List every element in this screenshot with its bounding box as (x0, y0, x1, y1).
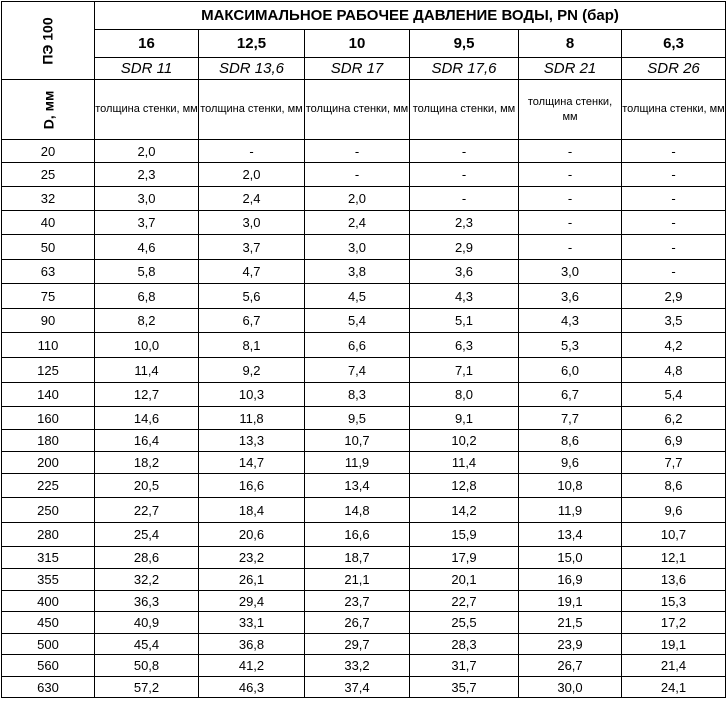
thickness-cell: 2,3 (95, 163, 199, 187)
thickness-cell: - (410, 187, 519, 211)
thickness-cell: 16,6 (199, 474, 305, 498)
thickness-cell: 6,6 (305, 333, 410, 358)
thickness-cell: 4,3 (410, 284, 519, 309)
diameter-cell: 110 (2, 333, 95, 358)
thickness-cell: 33,2 (305, 655, 410, 677)
thickness-cell: 7,1 (410, 358, 519, 383)
thickness-cell: 2,0 (305, 187, 410, 211)
diameter-cell: 125 (2, 358, 95, 383)
thickness-cell: - (410, 140, 519, 163)
thickness-cell: 6,9 (622, 430, 726, 452)
thickness-cell: 29,4 (199, 591, 305, 612)
thickness-cell: 10,7 (305, 430, 410, 452)
thickness-cell: 8,1 (199, 333, 305, 358)
sdr-row (2, 58, 726, 80)
thickness-cell: 10,0 (95, 333, 199, 358)
thickness-cell: 30,0 (519, 677, 622, 698)
thickness-cell: 3,5 (622, 309, 726, 333)
pn-value: 10 (305, 30, 410, 58)
table-row (2, 452, 726, 474)
thickness-cell: 26,1 (199, 569, 305, 591)
thickness-cell: 3,6 (410, 260, 519, 284)
thickness-cell: 5,6 (199, 284, 305, 309)
thickness-cell: - (622, 235, 726, 260)
thickness-cell: 21,4 (622, 655, 726, 677)
thickness-cell: 2,3 (410, 211, 519, 235)
thickness-cell: 18,2 (95, 452, 199, 474)
wall-thickness-label: толщина стенки, мм (519, 80, 622, 140)
wall-thickness-label: толщина стенки, мм (199, 80, 305, 140)
thickness-cell: 11,9 (519, 498, 622, 523)
thickness-cell: 9,2 (199, 358, 305, 383)
diameter-cell: 140 (2, 383, 95, 407)
thickness-cell: 19,1 (519, 591, 622, 612)
table-row (2, 407, 726, 430)
thickness-cell: 40,9 (95, 612, 199, 634)
thickness-cell: 32,2 (95, 569, 199, 591)
pn-value: 6,3 (622, 30, 726, 58)
thickness-cell: 13,3 (199, 430, 305, 452)
diameter-cell: 90 (2, 309, 95, 333)
thickness-cell: 14,6 (95, 407, 199, 430)
thickness-cell: 6,8 (95, 284, 199, 309)
diameter-cell: 630 (2, 677, 95, 698)
table-row (2, 383, 726, 407)
thickness-cell: 2,9 (622, 284, 726, 309)
thickness-cell: - (519, 235, 622, 260)
thickness-cell: 18,4 (199, 498, 305, 523)
table-row (2, 211, 726, 235)
thickness-cell: 7,7 (519, 407, 622, 430)
diameter-cell: 160 (2, 407, 95, 430)
table-row (2, 474, 726, 498)
sdr-value: SDR 17,6 (410, 58, 519, 80)
thickness-cell: 16,9 (519, 569, 622, 591)
thickness-cell: 21,5 (519, 612, 622, 634)
thickness-cell: 4,3 (519, 309, 622, 333)
thickness-cell: 11,4 (95, 358, 199, 383)
table-row (2, 333, 726, 358)
diameter-cell: 450 (2, 612, 95, 634)
thickness-cell: 15,9 (410, 523, 519, 547)
diameter-cell: 500 (2, 634, 95, 655)
thickness-cell: 7,4 (305, 358, 410, 383)
diameter-cell: 40 (2, 211, 95, 235)
thickness-cell: 41,2 (199, 655, 305, 677)
thickness-cell: 14,2 (410, 498, 519, 523)
thickness-cell: 5,1 (410, 309, 519, 333)
table-row (2, 309, 726, 333)
diameter-cell: 32 (2, 187, 95, 211)
thickness-cell: 2,9 (410, 235, 519, 260)
table-row (2, 284, 726, 309)
wall-row (2, 80, 726, 140)
thickness-cell: 13,4 (305, 474, 410, 498)
thickness-cell: 20,1 (410, 569, 519, 591)
thickness-cell: 15,3 (622, 591, 726, 612)
table-row (2, 569, 726, 591)
thickness-cell: 4,6 (95, 235, 199, 260)
thickness-cell: 35,7 (410, 677, 519, 698)
thickness-cell: 22,7 (410, 591, 519, 612)
thickness-cell: 10,3 (199, 383, 305, 407)
thickness-cell: 28,6 (95, 547, 199, 569)
thickness-cell: 36,3 (95, 591, 199, 612)
table-row (2, 140, 726, 163)
thickness-cell: 23,7 (305, 591, 410, 612)
thickness-cell: - (519, 163, 622, 187)
thickness-cell: 10,2 (410, 430, 519, 452)
thickness-cell: 6,2 (622, 407, 726, 430)
thickness-cell: 3,0 (519, 260, 622, 284)
thickness-cell: 4,2 (622, 333, 726, 358)
wall-thickness-label: толщина стенки, мм (305, 80, 410, 140)
thickness-cell: - (622, 140, 726, 163)
sdr-value: SDR 11 (95, 58, 199, 80)
thickness-cell: 9,1 (410, 407, 519, 430)
thickness-cell: 21,1 (305, 569, 410, 591)
thickness-cell: 12,8 (410, 474, 519, 498)
thickness-cell: 9,6 (622, 498, 726, 523)
thickness-cell: 23,2 (199, 547, 305, 569)
thickness-cell: 26,7 (519, 655, 622, 677)
thickness-cell: 8,6 (519, 430, 622, 452)
diameter-cell: 25 (2, 163, 95, 187)
pn-row (2, 30, 726, 58)
table-row (2, 260, 726, 284)
thickness-cell: - (305, 163, 410, 187)
thickness-cell: 14,8 (305, 498, 410, 523)
thickness-cell: 12,7 (95, 383, 199, 407)
wall-thickness-label: толщина стенки, мм (622, 80, 726, 140)
thickness-cell: 4,5 (305, 284, 410, 309)
wall-thickness-label: толщина стенки, мм (410, 80, 519, 140)
diameter-cell: 20 (2, 140, 95, 163)
thickness-cell: 5,8 (95, 260, 199, 284)
table-row (2, 547, 726, 569)
thickness-cell: 4,7 (199, 260, 305, 284)
thickness-cell: 36,8 (199, 634, 305, 655)
thickness-cell: 16,6 (305, 523, 410, 547)
diameter-cell: 225 (2, 474, 95, 498)
thickness-cell: 8,3 (305, 383, 410, 407)
thickness-cell: 5,3 (519, 333, 622, 358)
thickness-cell: 2,0 (95, 140, 199, 163)
thickness-cell: - (519, 211, 622, 235)
thickness-cell: 17,2 (622, 612, 726, 634)
pn-value: 9,5 (410, 30, 519, 58)
diameter-cell: 180 (2, 430, 95, 452)
thickness-cell: 33,1 (199, 612, 305, 634)
thickness-cell: 3,0 (305, 235, 410, 260)
table-row (2, 358, 726, 383)
d-label-cell (2, 80, 95, 140)
thickness-cell: - (199, 140, 305, 163)
thickness-cell: 45,4 (95, 634, 199, 655)
sdr-value: SDR 26 (622, 58, 726, 80)
thickness-cell: 6,0 (519, 358, 622, 383)
thickness-cell: 6,7 (519, 383, 622, 407)
diameter-cell: 250 (2, 498, 95, 523)
thickness-cell: 6,3 (410, 333, 519, 358)
thickness-cell: 18,7 (305, 547, 410, 569)
thickness-cell: 46,3 (199, 677, 305, 698)
pn-value: 8 (519, 30, 622, 58)
thickness-cell: - (519, 187, 622, 211)
diameter-cell: 50 (2, 235, 95, 260)
thickness-cell: 10,8 (519, 474, 622, 498)
thickness-cell: 23,9 (519, 634, 622, 655)
pn-value: 16 (95, 30, 199, 58)
thickness-cell: 4,8 (622, 358, 726, 383)
thickness-cell: 20,5 (95, 474, 199, 498)
table-row (2, 187, 726, 211)
thickness-cell: - (622, 260, 726, 284)
table-row (2, 677, 726, 698)
thickness-cell: 57,2 (95, 677, 199, 698)
table-row (2, 523, 726, 547)
thickness-cell: 29,7 (305, 634, 410, 655)
thickness-cell: 6,7 (199, 309, 305, 333)
thickness-cell: 13,6 (622, 569, 726, 591)
diameter-cell: 560 (2, 655, 95, 677)
sdr-value: SDR 17 (305, 58, 410, 80)
table-row (2, 430, 726, 452)
wall-thickness-label: толщина стенки, мм (95, 80, 199, 140)
sdr-value: SDR 13,6 (199, 58, 305, 80)
table-row (2, 591, 726, 612)
diameter-cell: 355 (2, 569, 95, 591)
thickness-cell: 16,4 (95, 430, 199, 452)
diameter-cell: 75 (2, 284, 95, 309)
table-row (2, 612, 726, 634)
table-row (2, 163, 726, 187)
table-row (2, 634, 726, 655)
thickness-cell: 15,0 (519, 547, 622, 569)
diameter-cell: 63 (2, 260, 95, 284)
thickness-cell: 3,7 (199, 235, 305, 260)
sdr-value: SDR 21 (519, 58, 622, 80)
thickness-cell: 2,4 (305, 211, 410, 235)
thickness-cell: 5,4 (305, 309, 410, 333)
thickness-cell: 10,7 (622, 523, 726, 547)
thickness-cell: 5,4 (622, 383, 726, 407)
thickness-cell: - (622, 187, 726, 211)
diameter-cell: 280 (2, 523, 95, 547)
thickness-cell: 3,0 (199, 211, 305, 235)
thickness-cell: 8,6 (622, 474, 726, 498)
diameter-cell: 400 (2, 591, 95, 612)
thickness-cell: 37,4 (305, 677, 410, 698)
pe-label-cell (2, 2, 95, 80)
thickness-cell: 20,6 (199, 523, 305, 547)
thickness-cell: - (622, 163, 726, 187)
thickness-cell: 28,3 (410, 634, 519, 655)
thickness-cell: 19,1 (622, 634, 726, 655)
thickness-cell: 9,6 (519, 452, 622, 474)
pipe-wall-table (1, 1, 726, 698)
thickness-cell: 25,5 (410, 612, 519, 634)
table-title: МАКСИМАЛЬНОЕ РАБОЧЕЕ ДАВЛЕНИЕ ВОДЫ, PN (бар) (95, 2, 726, 30)
table-row (2, 235, 726, 260)
thickness-cell: 31,7 (410, 655, 519, 677)
thickness-cell: 8,2 (95, 309, 199, 333)
thickness-cell: 11,8 (199, 407, 305, 430)
d-label: D, мм (39, 90, 56, 129)
diameter-cell: 315 (2, 547, 95, 569)
thickness-cell: 11,9 (305, 452, 410, 474)
thickness-cell: 22,7 (95, 498, 199, 523)
thickness-cell: 25,4 (95, 523, 199, 547)
thickness-cell: 2,0 (199, 163, 305, 187)
thickness-cell: 50,8 (95, 655, 199, 677)
thickness-cell: - (622, 211, 726, 235)
thickness-cell: 3,7 (95, 211, 199, 235)
thickness-cell: - (305, 140, 410, 163)
thickness-cell: 11,4 (410, 452, 519, 474)
table-row (2, 498, 726, 523)
thickness-cell: 17,9 (410, 547, 519, 569)
thickness-cell: 7,7 (622, 452, 726, 474)
thickness-cell: 3,8 (305, 260, 410, 284)
thickness-cell: 13,4 (519, 523, 622, 547)
diameter-cell: 200 (2, 452, 95, 474)
thickness-cell: - (519, 140, 622, 163)
thickness-cell: 3,0 (95, 187, 199, 211)
thickness-cell: 3,6 (519, 284, 622, 309)
thickness-cell: 26,7 (305, 612, 410, 634)
thickness-cell: 12,1 (622, 547, 726, 569)
thickness-cell: 14,7 (199, 452, 305, 474)
table-row (2, 655, 726, 677)
pn-value: 12,5 (199, 30, 305, 58)
thickness-cell: 2,4 (199, 187, 305, 211)
thickness-cell: 8,0 (410, 383, 519, 407)
pe-label: ПЭ 100 (40, 16, 56, 65)
thickness-cell: 9,5 (305, 407, 410, 430)
thickness-cell: - (410, 163, 519, 187)
thickness-cell: 24,1 (622, 677, 726, 698)
